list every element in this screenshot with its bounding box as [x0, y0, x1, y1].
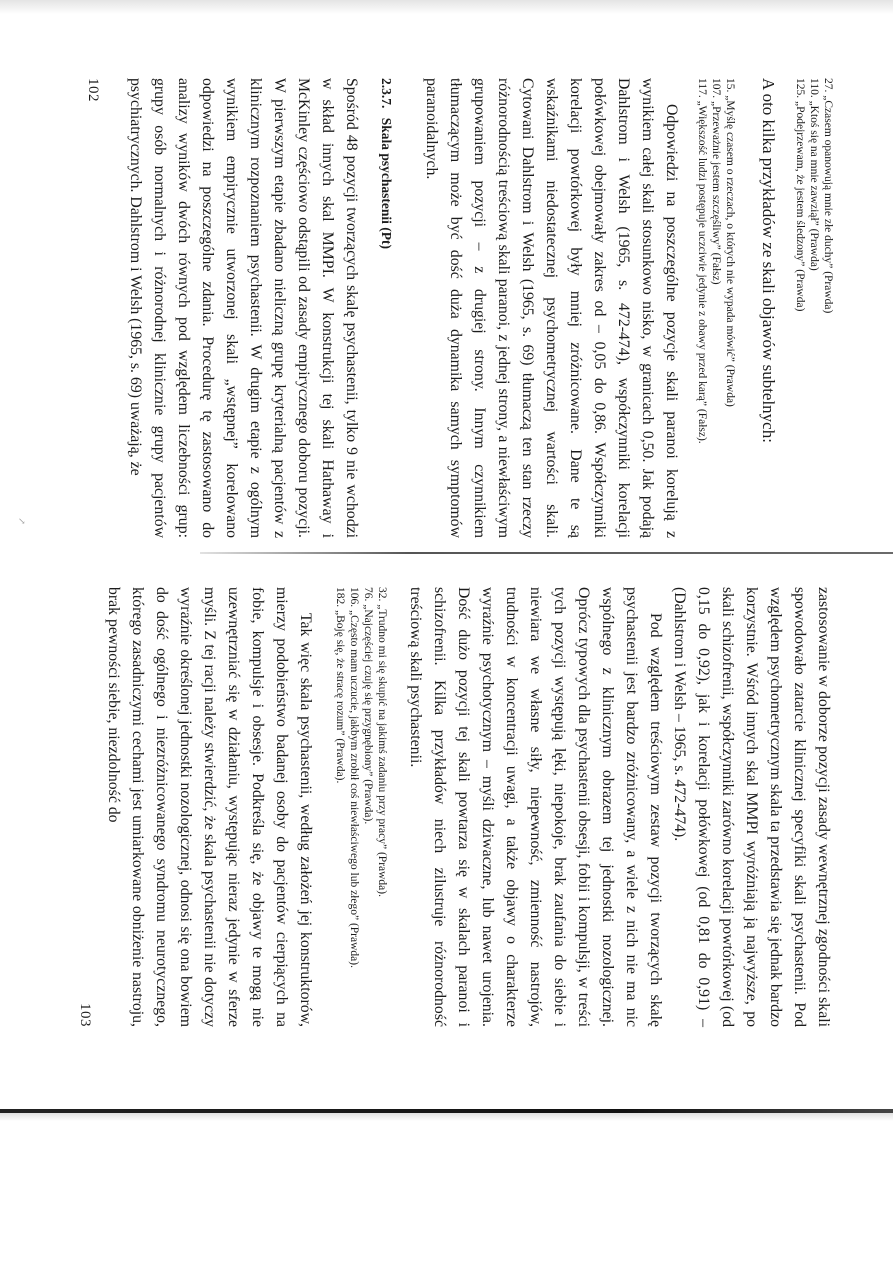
continued-paragraph: zastosowanie w doborze pozycji zasady wewnętrznej zgodności skali spowodowało zatarcie klinicznej specyfiki skali psychastenii. Pod względem psychometrycznym skala ta przedstawia się jednak bardzo korzystnie. Wśród innych skal MMPI wyróżniają ją najwyższe, po skali schizofrenii, współczynniki zarówno korelacji powtórkowej (od 0,15 do 0,92), jak i korelacji połówkowej (od 0,81 do 0,91) – (Dahlstrom i Welsh – 1965, s. 472-474). [671, 587, 832, 1027]
examples-intro: A oto kilka przykładów ze skali objawów subtelnych: [759, 78, 778, 443]
paranoia-paragraph: Odpowiedzi na poszczególne pozycje skali paranoi korelują z wynikiem całej skali stosunkowo nisko, w granicach 0,50. Jak podają Dahlstrom i Welsh (1965, s. 472-474), współczynniki korelacji połówkowej obejmowały zakres od – 0,05 do 0,86. Współczynniki korelacji powtórkowej były mniej zróżnicowane. Dane te są wskaźnikami niedostatecznej psychometrycznej wartości skali. Cytowani Dahlstrom i Welsh (1965, s. 69) tłumaczą ten stan rzeczy różnorodnością treściową skali paranoi, z jednej strony, a niewłaściwym grupowaniem pozycji – z drugiej strony. Innym czynnikiem tłumaczącym może być dość duża dynamika samych symptomów paranoidalnych. [423, 78, 680, 538]
book-spine-line [200, 552, 893, 554]
section-heading [377, 78, 395, 538]
psychasthenia-paragraph: Spośród 48 pozycji tworzących skalę psychastenii, tylko 9 nie wchodzi w skład innych skal MMPI. W konstrukcji tej skali Hathaway i McKinley częściowo odstąpili od zasady empirycznego doboru pozycji. W pierwszym etapie zbadano nieliczną grupę kryterialną pacjentów z klinicznym rozpoznaniem psychastenii. W drugim etapie z ogólnym wynikiem empirycznie utworzonej skali „wstępnej” korelowano odpowiedzi na poszczególne zdania. Procedurę tę zastosowano do analizy wyników dwóch równych pod względem liczebności grup: grupy osób normalnych i różnorodnej klinicznie grupy pacjentów psychiatrycznych. Dahlstrom i Welsh (1965, s. 69) uważają, że [127, 78, 360, 538]
right-page-103 [75, 587, 835, 1027]
footnote-item: 125. „Podejrzewam, że jestem śledzony” (Prawda) [794, 78, 806, 312]
content-paragraph: Pod względem treściowym zestaw pozycji tworzących skalę psychastenii jest bardzo zróżnicowany, a wiele z nich nie ma nic wspólnego z klinicznym obrazem tej jednostki nozologicznej. Oprócz typowych dla psychastenii obsesji, fobii i kompulsji, w treści tych pozycji występują lęki, niepokoje, brak zaufania do siebie i niewiara we własne siły, niepewność, zmienność nastrojów, trudności w koncentracji uwagi, a także objawy o charakterze wyraźnie psychotycznym – myśli dziwaczne, lub nawet urojenia. Dość dużo pozycji tej skali powtarza się w skalach paranoi i schizofrenii. Kilka przykładów niech zilustruje różnorodność treściową skali psychastenii. [407, 587, 664, 1027]
section-number: 2.3.7. [379, 78, 394, 109]
footnote-item: 107. „Przeważnie jestem szczęśliwy” (Fałsz) [710, 78, 722, 285]
footnote-item: 32. „Trudno mi się skupić na jakimś zadaniu przy pracy” (Prawda). [376, 587, 388, 897]
footnote-item: 76. „Najczęściej czuję się przygnębiony” (Prawda). [362, 587, 374, 825]
conclusion-paragraph: Tak więc skala psychastenii, według założeń jej konstruktorów, mierzy podobieństwo badanej osoby do pacjentów cierpiących na fobie, kompulsje i obsesje. Podkreśla się, że objawy te mogą nie uzewnętrzniać się w działaniu, występując nieraz jedynie w sferze myśli. Z tej racji należy stwierdzić, że skala psychastenii nie dotyczy wyraźnie określonej jednostki nozologicznej, odnosi się ona bowiem do dość ogólnego i niezróżnicowanego syndromu neurotycznego, którego zasadniczymi cechami jest umiarkowane obniżenie nastroju, brak pewności siebie, niezdolność do [105, 587, 314, 1027]
page-number-right: 103 [77, 1003, 93, 1027]
scan-bottom-edge [0, 1109, 893, 1113]
left-footnotes-examples [695, 78, 737, 538]
left-page-102 [75, 78, 835, 538]
section-title: Skala psychastenii (Pt) [379, 117, 394, 250]
footnote-item: 182. „Boję się, że stracę rozum” (Prawda). [334, 587, 346, 784]
footnote-item: 110. „Ktoś się na mnie zawziął” (Prawda) [808, 78, 820, 271]
page-number-left: 102 [85, 78, 101, 102]
footnote-item: 117. „Większość ludzi postępuje uczciwie jedynie z obawy przed karą” (Fałsz). [696, 78, 708, 444]
footnote-item: 106. „Często mam uczucie, jakbym zrobił coś niewłaściwego lub złego” (Prawda). [348, 587, 360, 968]
scan-speck-mark: ↘ [18, 516, 26, 526]
scan-top-shadow [0, 0, 893, 14]
left-footnotes-top [793, 78, 835, 538]
footnote-item: 15. „Myślę czasem o rzeczach, o których nie wypada mówić” (Prawda) [724, 78, 736, 407]
footnote-item: 27. „Czasem opanowują mnie złe duchy” (Prawda) [822, 78, 834, 314]
right-footnotes [333, 587, 389, 1027]
